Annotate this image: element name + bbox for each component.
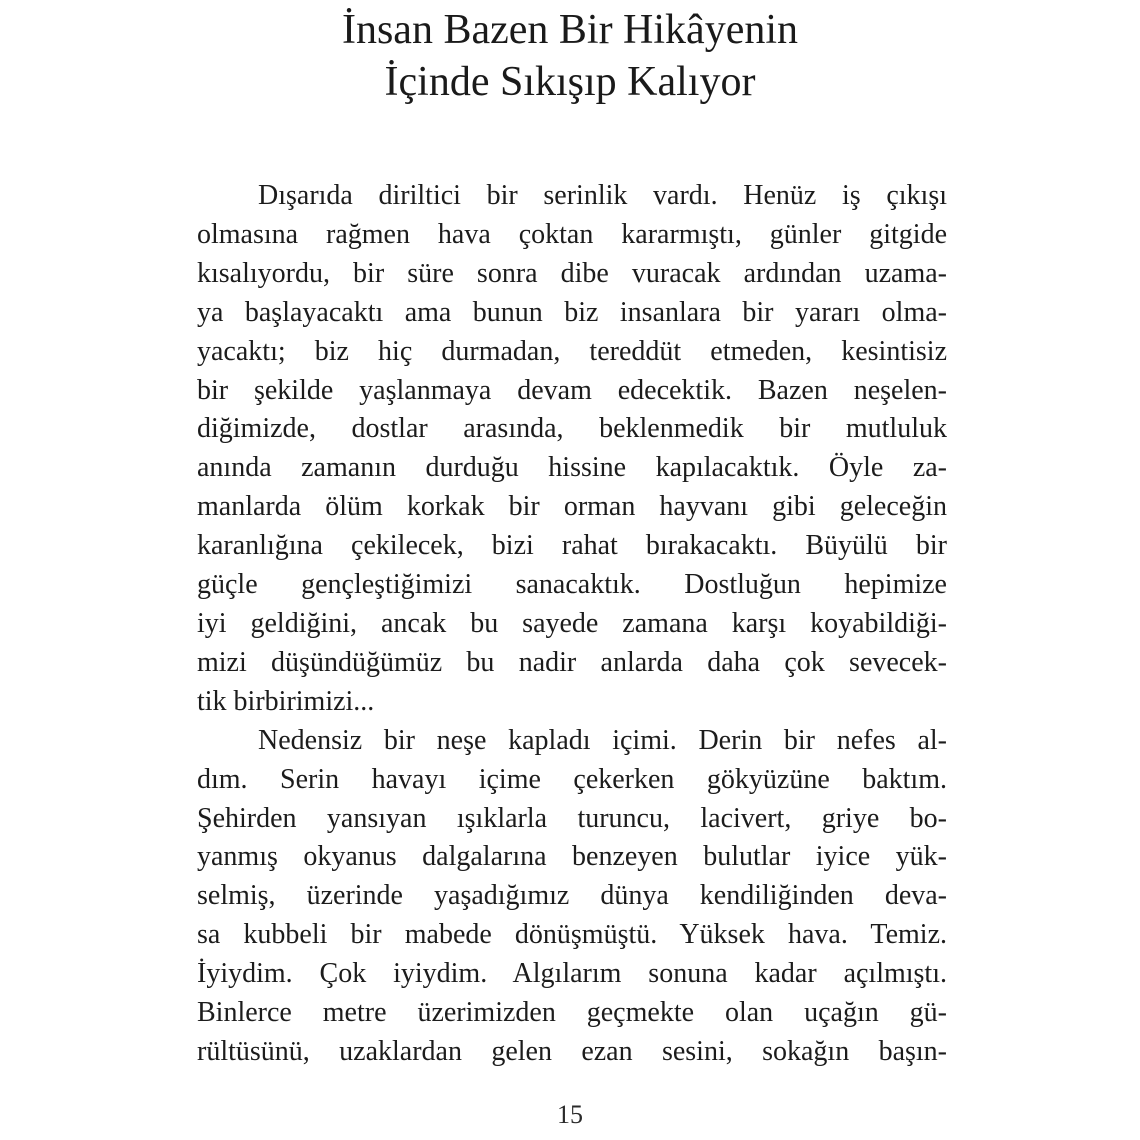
chapter-title bbox=[0, 4, 1140, 108]
body-line: rültüsünü, uzaklardan gelen ezan sesini, sokağın başın- bbox=[197, 1035, 947, 1067]
body-line: olmasına rağmen hava çoktan kararmıştı, günler gitgide bbox=[197, 218, 947, 250]
body-line: dım. Serin havayı içime çekerken gökyüzüne baktım. bbox=[197, 763, 947, 795]
body-line: Binlerce metre üzerimizden geçmekte olan uçağın gü- bbox=[197, 997, 947, 1029]
body-line: mizi düşündüğümüz bu nadir anlarda daha çok sevecek- bbox=[197, 646, 947, 678]
body-line: Dışarıda diriltici bir serinlik vardı. Henüz iş çıkışı bbox=[258, 180, 947, 211]
body-line: ya başlayacaktı ama bunun biz insanlara bir yararı olma- bbox=[197, 296, 947, 328]
page-number: 15 bbox=[557, 1100, 583, 1129]
body-line: Şehirden yansıyan ışıklarla turuncu, lacivert, griye bo- bbox=[197, 802, 947, 834]
body-line: anında zamanın durduğu hissine kapılacaktık. Öyle za- bbox=[197, 452, 947, 484]
body-line: kısalıyordu, bir süre sonra dibe vuracak ardından uzama- bbox=[197, 257, 947, 289]
body-line-paragraph-end: tik birbirimizi... bbox=[197, 685, 375, 717]
body-line: İyiydim. Çok iyiydim. Algılarım sonuna kadar açılmıştı. bbox=[197, 958, 947, 990]
body-line: manlarda ölüm korkak bir orman hayvanı gibi geleceğin bbox=[197, 491, 947, 523]
body-line: selmiş, üzerinde yaşadığımız dünya kendiliğinden deva- bbox=[197, 880, 947, 912]
body-line: bir şekilde yaşlanmaya devam edecektik. Bazen neşelen- bbox=[197, 374, 947, 406]
body-line: karanlığına çekilecek, bizi rahat bırakacaktı. Büyülü bir bbox=[197, 530, 947, 562]
body-line: güçle gençleştiğimizi sanacaktık. Dostluğun hepimize bbox=[197, 569, 947, 601]
chapter-title-line-2: İçinde Sıkışıp Kalıyor bbox=[384, 59, 756, 105]
body-line: sa kubbeli bir mabede dönüşmüştü. Yüksek hava. Temiz. bbox=[197, 919, 947, 951]
body-line: diğimizde, dostlar arasında, beklenmedik bir mutluluk bbox=[197, 413, 947, 445]
body-line: yanmış okyanus dalgalarına benzeyen bulutlar iyice yük- bbox=[197, 841, 947, 873]
body-line: iyi geldiğini, ancak bu sayede zamana karşı koyabildiği- bbox=[197, 607, 947, 639]
body-text bbox=[197, 177, 947, 1072]
body-line: yacaktı; biz hiç durmadan, tereddüt etmeden, kesintisiz bbox=[197, 335, 947, 367]
chapter-title-line-1: İnsan Bazen Bir Hikâyenin bbox=[341, 7, 799, 53]
body-line-paragraph-start: Nedensiz bir neşe kapladı içimi. Derin bir nefes al- bbox=[258, 724, 947, 756]
